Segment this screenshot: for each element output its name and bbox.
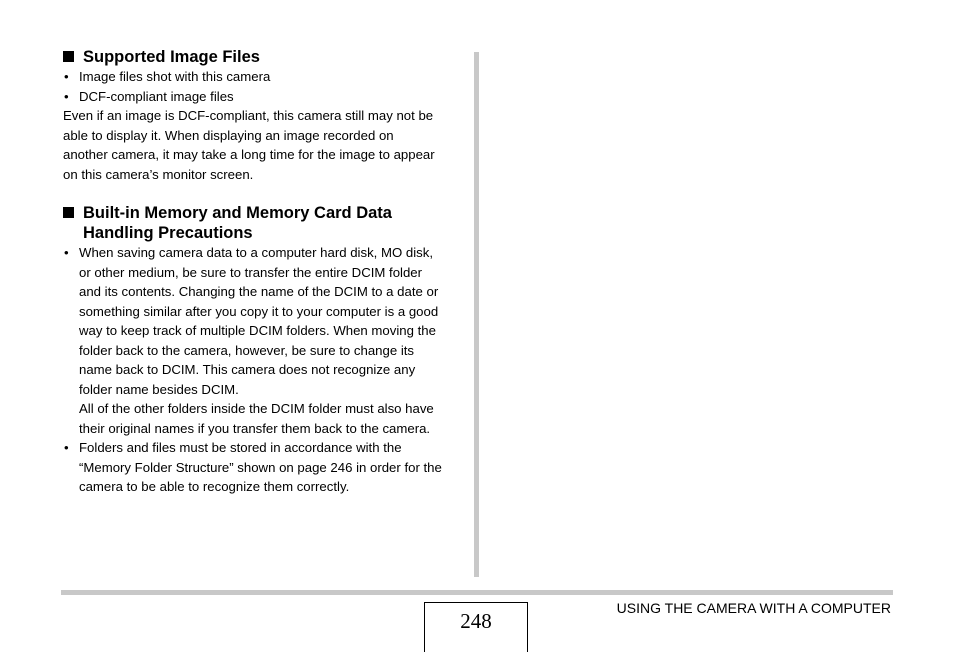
text-line: Folders and files must be stored in accordance with the [79, 440, 402, 455]
list-item [63, 67, 463, 87]
left-column [63, 47, 463, 497]
heading-square-icon [63, 207, 74, 218]
chapter-title: USING THE CAMERA WITH A COMPUTER [616, 600, 891, 616]
dcf-note-paragraph [63, 106, 463, 184]
section-heading-text: Supported Image Files [83, 48, 260, 66]
list-item [63, 87, 463, 107]
column-divider [474, 52, 479, 577]
list-item [63, 438, 463, 497]
heading-square-icon [63, 51, 74, 62]
text-line: When saving camera data to a computer hard disk, MO disk, [79, 245, 434, 260]
bullet-icon: • [64, 88, 69, 104]
text-line: their original names if you transfer them back to the camera. [79, 420, 431, 436]
section-heading-memory-precautions [63, 203, 463, 243]
page-number-box [424, 602, 528, 652]
heading-line: Handling Precautions [83, 224, 253, 242]
text-line: Even if an image is DCF-compliant, this camera still may not be [63, 108, 434, 123]
list-item-text: Image files shot with this camera [79, 69, 271, 84]
text-line: able to display it. When displaying an image recorded on [63, 127, 394, 143]
text-line: camera to be able to recognize them correctly. [79, 479, 350, 494]
bullet-icon: • [64, 69, 69, 84]
text-line: something similar after you copy it to your computer is a good [79, 303, 439, 319]
supported-files-list [63, 67, 463, 106]
page-number: 248 [460, 609, 492, 633]
text-line: and its contents. Changing the name of the DCIM to a date or [79, 284, 439, 299]
text-line: on this camera’s monitor screen. [63, 166, 254, 182]
bullet-icon: • [64, 245, 69, 260]
heading-line: Built-in Memory and Memory Card Data [83, 204, 392, 222]
footer-rule [61, 590, 893, 595]
text-line: or other medium, be sure to transfer the entire DCIM folder [79, 264, 423, 280]
text-line: name back to DCIM. This camera does not recognize any [79, 362, 416, 377]
text-line: folder back to the camera, however, be sure to change its [79, 342, 415, 358]
list-item [63, 243, 463, 438]
text-line: folder name besides DCIM. [79, 381, 239, 397]
bullet-icon: • [64, 440, 69, 455]
precautions-list [63, 243, 463, 497]
text-line: another camera, it may take a long time for the image to appear [63, 147, 435, 162]
text-line: All of the other folders inside the DCIM folder must also have [79, 401, 434, 416]
section-heading-supported-image-files [63, 47, 463, 67]
text-line: “Memory Folder Structure” shown on page 246 in order for the [79, 459, 442, 475]
list-item-text: DCF-compliant image files [79, 88, 234, 104]
text-line: way to keep track of multiple DCIM folders. When moving the [79, 323, 436, 338]
section-heading-text [83, 203, 392, 243]
